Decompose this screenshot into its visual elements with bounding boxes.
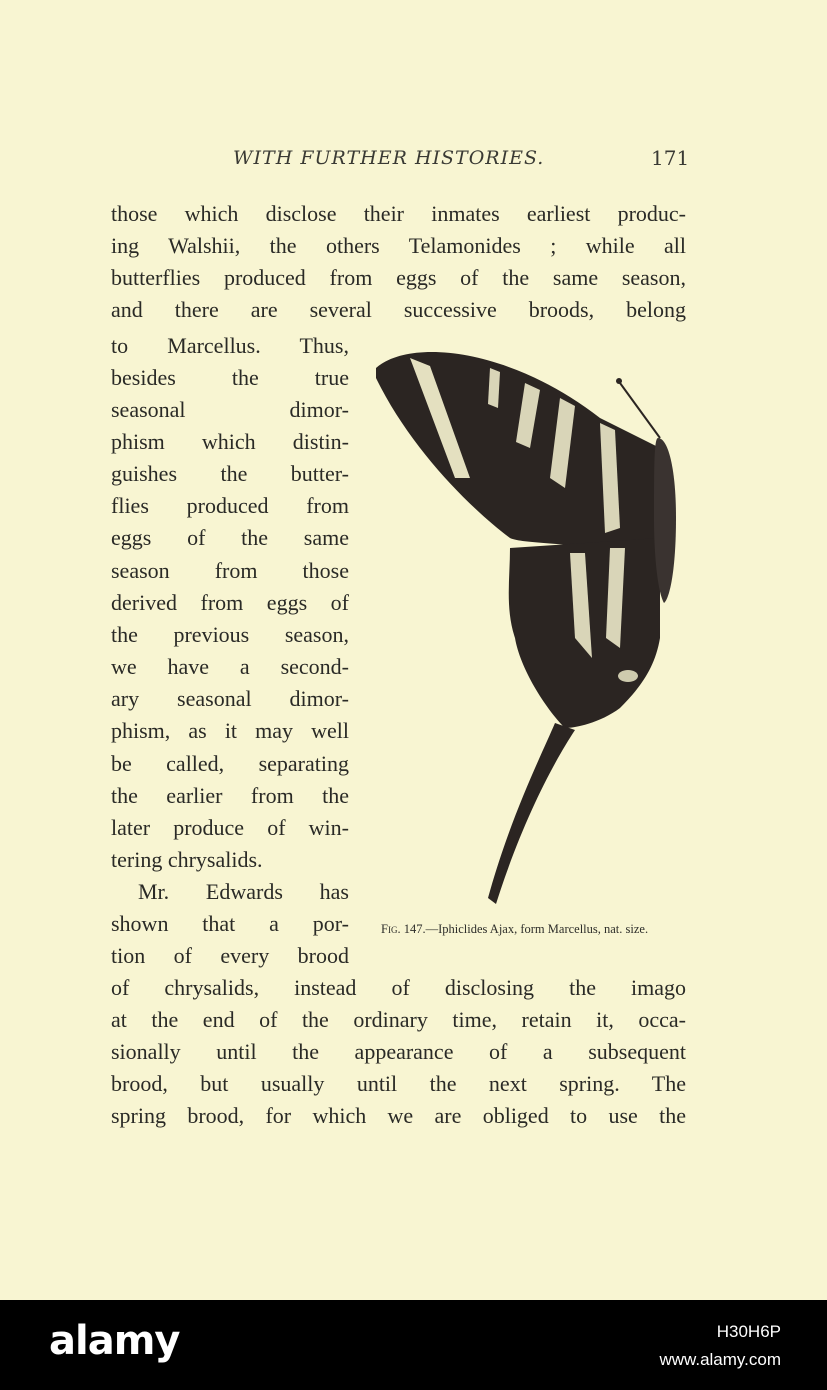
- body-line: brood, but usually until the next spring. The: [111, 1071, 686, 1096]
- body-line: later produce of win-: [111, 815, 349, 840]
- body-line: be called, separating: [111, 751, 349, 776]
- body-line: ing Walshii, the others Telamonides ; while all: [111, 233, 686, 258]
- body-line: of chrysalids, instead of disclosing the imago: [111, 975, 686, 1000]
- body-line: tion of every brood: [111, 943, 349, 968]
- alamy-logo: alamy: [49, 1318, 180, 1364]
- figure-caption: [381, 921, 686, 937]
- body-line: seasonal dimor-: [111, 397, 349, 422]
- body-line: and there are several successive broods, belong: [111, 297, 686, 322]
- body-line: at the end of the ordinary time, retain it, occa-: [111, 1007, 686, 1032]
- body-line: the earlier from the: [111, 783, 349, 808]
- body-line: the previous season,: [111, 622, 349, 647]
- body-line: phism, as it may well: [111, 718, 349, 743]
- body-line: flies produced from: [111, 493, 349, 518]
- site-url: www.alamy.com: [659, 1350, 781, 1369]
- body-line: Mr. Edwards has: [138, 879, 349, 904]
- body-line: eggs of the same: [111, 525, 349, 550]
- body-line: besides the true: [111, 365, 349, 390]
- figure-label: Fig. 147.: [381, 922, 426, 936]
- body-line: sionally until the appearance of a subsequent: [111, 1039, 686, 1064]
- body-line: phism which distin-: [111, 429, 349, 454]
- page-number: 171: [651, 146, 690, 170]
- butterfly-illustration: [370, 338, 685, 913]
- body-line: butterflies produced from eggs of the same season,: [111, 265, 686, 290]
- body-line: tering chrysalids.: [111, 847, 263, 872]
- stock-footer: [0, 1300, 827, 1390]
- body-line: guishes the butter-: [111, 461, 349, 486]
- running-head: WITH FURTHER HISTORIES.: [233, 147, 545, 169]
- body-line: shown that a por-: [111, 911, 349, 936]
- body-line: those which disclose their inmates earliest produc-: [111, 201, 686, 226]
- body-line: season from those: [111, 558, 349, 583]
- body-line: ary seasonal dimor-: [111, 686, 349, 711]
- body-line: we have a second-: [111, 654, 349, 679]
- body-line: spring brood, for which we are obliged to use the: [111, 1103, 686, 1128]
- body-line: to Marcellus. Thus,: [111, 333, 349, 358]
- body-line: derived from eggs of: [111, 590, 349, 615]
- image-id: H30H6P: [716, 1322, 781, 1341]
- figure-caption-text: —Iphiclides Ajax, form Marcellus, nat. size.: [425, 922, 649, 936]
